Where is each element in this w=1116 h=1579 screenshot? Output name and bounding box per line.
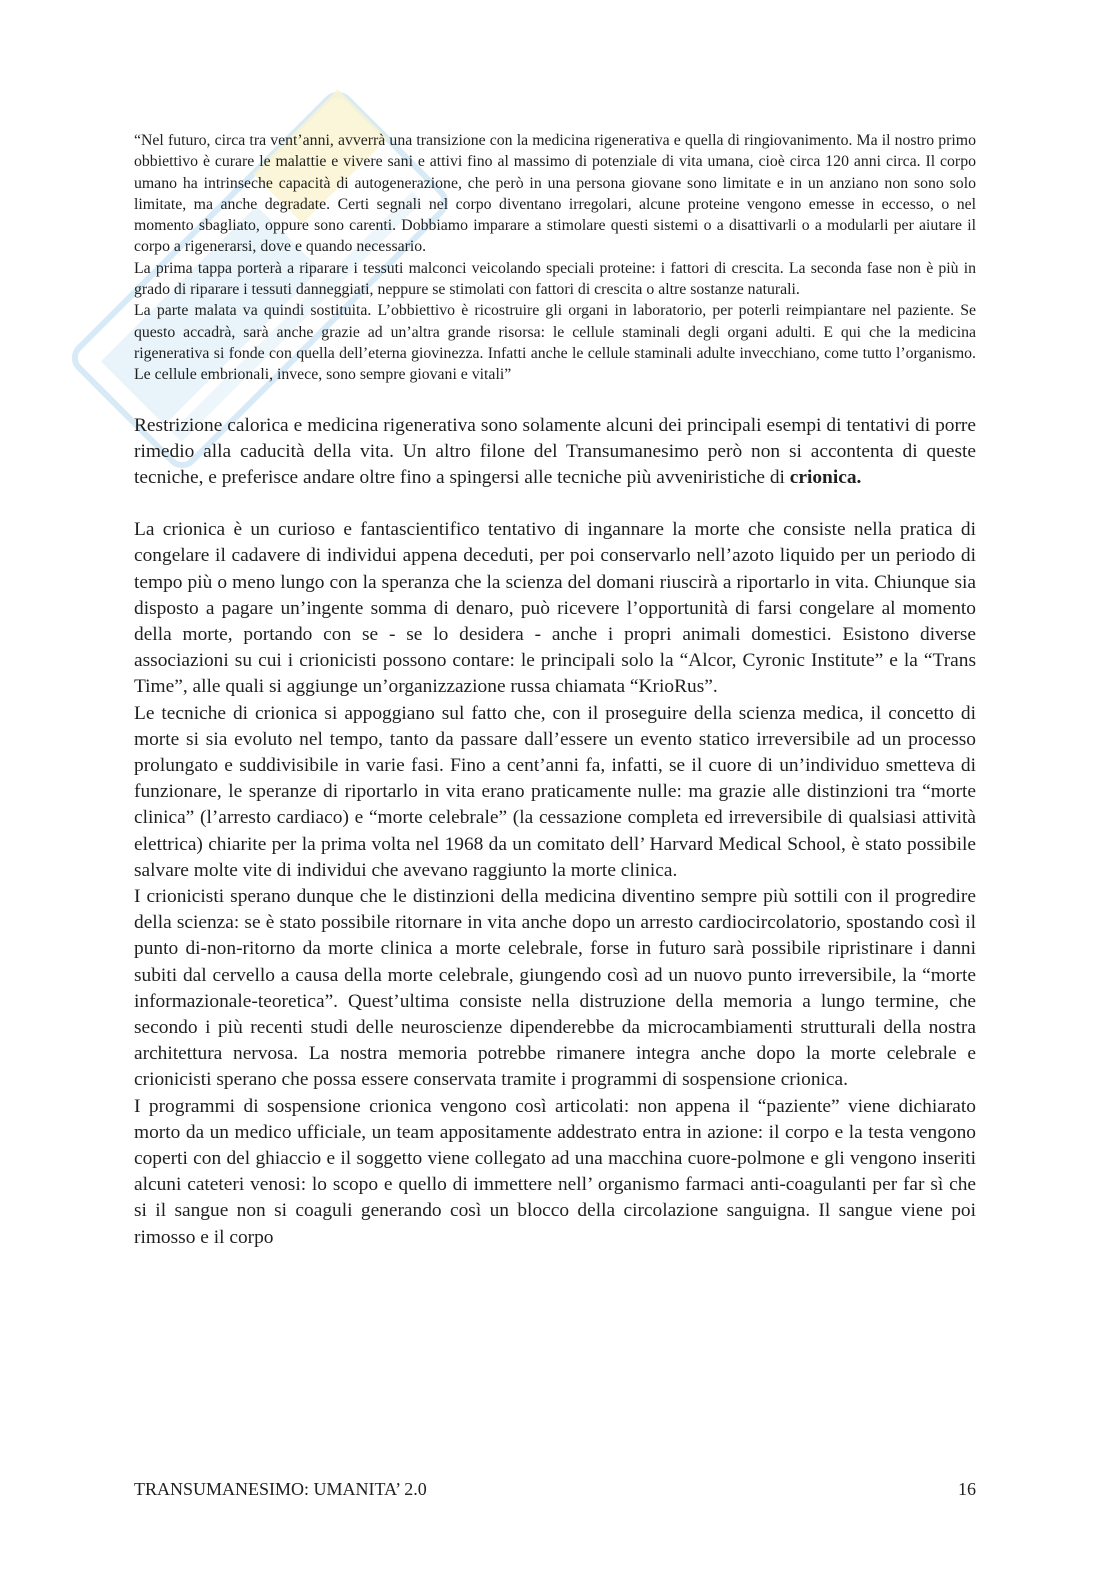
- quote-paragraph-1: “Nel futuro, circa tra vent’anni, avverrà una transizione con la medicina rigenerativa e quella di ringiovanimento. Ma il nostro primo obbiettivo è curare le malattie e vivere sani e attivi fino al massimo di potenziale di vita umana, cioè circa 120 anni circa. Il corpo umano ha intrinseche capacità di autogenerazione, che però in una persona giovane sono limitate e in un anziano non sono solo limitate, ma anche degradate. Certi segnali nel corpo diventano irregolari, alcune proteine vengono emesse in eccesso, o nel momento sbagliato, oppure sono carenti. Dobbiamo imparare a stimolare questi sistemi o a disattivarli o a modularli per aiutare il corpo a rigenerarsi, dove e quando necessario.: [134, 132, 976, 256]
- body-text: [134, 413, 976, 1251]
- quote-paragraph-3: La parte malata va quindi sostituita. L’obbiettivo è ricostruire gli organi in laboratorio, per poterli reimpiantare nel paziente. Se questo accadrà, sarà anche grazie ad un’altra grande risorsa: le cellule staminali degli organi adulti. E qui che la medicina rigenerativa si fonde con quella dell’eterna giovinezza. Infatti anche le cellule staminali adulte invecchiano, come tutto l’organismo. Le cellule embrionali, invece, sono sempre giovani e vitali”: [134, 302, 976, 384]
- footer-title: TRANSUMANESIMO: UMANITA’ 2.0: [134, 1479, 427, 1499]
- quote-block: [134, 130, 976, 386]
- body-paragraph-4: I crionicisti sperano dunque che le distinzioni della medicina diventino sempre più sottili con il progredire della scienza: se è stato possibile ritornare in vita anche dopo un arresto cardiocircolatorio, spostando così il punto di-non-ritorno da morte clinica a morte celebrale, forse in futuro sarà possibile ripristinare i danni subiti dal cervello a causa della morte celebrale, giungendo così ad un nuovo punto irreversibile, la “morte informazionale-teoretica”. Quest’ultima consiste nella distruzione della memoria a lungo termine, che secondo i più recenti studi delle neuroscienze dipenderebbe da microcambiamenti strutturali della nostra architettura nervosa. La nostra memoria potrebbe rimanere integra anche dopo la morte celebrale e crionicisti sperano che possa essere conservata tramite i programmi di sospensione crionica.: [134, 886, 976, 1091]
- body-paragraph-5: I programmi di sospensione crionica vengono così articolati: non appena il “paziente” viene dichiarato morto da un medico ufficiale, un team appositamente addestrato entra in azione: il corpo e la testa vengono coperti con del ghiaccio e il soggetto viene collegato ad una macchina cuore-polmone e gli vengono inseriti alcuni cateteri venosi: lo scopo e quello di immettere nell’ organismo farmaci anti-coagulanti per far sì che si il sangue non si coaguli generando così un blocco della circolazione sanguigna. Il sangue viene poi rimosso e il corpo: [134, 1095, 976, 1248]
- page-footer: [134, 1479, 976, 1500]
- quote-paragraph-2: La prima tappa porterà a riparare i tessuti malconci veicolando speciali proteine: i fattori di crescita. La seconda fase non è più in grado di riparare i tessuti danneggiati, neppure se stimolati con fattori di crescita o altre sostanze naturali.: [134, 259, 976, 299]
- body-paragraph-1: [134, 413, 976, 492]
- page-content: [134, 130, 976, 1251]
- page-number: 16: [958, 1479, 976, 1499]
- body-paragraph-3: Le tecniche di crionica si appoggiano sul fatto che, con il proseguire della scienza medica, il concetto di morte si sia evoluto nel tempo, tanto da passare dall’essere un evento statico irreversibile ad un processo prolungato e suddivisibile in varie fasi. Fino a cent’anni fa, infatti, se il cuore di un’individuo smetteva di funzionare, le speranze di riportarlo in vita erano praticamente nulle: ma grazie alle distinzioni tra “morte clinica” (l’arresto cardiaco) e “morte celebrale” (la cessazione completa ed irreversibile di qualsiasi attività elettrica) chiarite per la prima volta nel 1968 da un comitato dell’ Harvard Medical School, è stato possibile salvare molte vite di individui che avevano raggiunto la morte clinica.: [134, 702, 976, 881]
- crionica-bold-term: crionica.: [789, 466, 862, 488]
- body-paragraph-2: La crionica è un curioso e fantascientifico tentativo di ingannare la morte che consiste nella pratica di congelare il cadavere di individui appena deceduti, per poi conservarlo nell’azoto liquido per un periodo di tempo più o meno lungo con la speranza che la scienza del domani riuscirà a riportarlo in vita. Chiunque sia disposto a pagare un’ingente somma di denaro, può ricevere l’opportunità di farsi congelare al momento della morte, portando con se - se lo desidera - anche i propri animali domestici. Esistono diverse associazioni su cui i crionicisti possono contare: le principali solo la “Alcor, Cyronic Institute” e la “Trans Time”, alle quali si aggiunge un’organizzazione russa chiamata “KrioRus”.: [134, 519, 976, 698]
- body-paragraph-1-text: Restrizione calorica e medicina rigenerativa sono solamente alcuni dei principali esempi di tentativi di porre rimedio alla caducità della vita. Un altro filone del Transumanesimo però non si accontenta di queste tecniche, e preferisce andare oltre fino a spingersi alle tecniche più avveniristiche di: [134, 414, 976, 488]
